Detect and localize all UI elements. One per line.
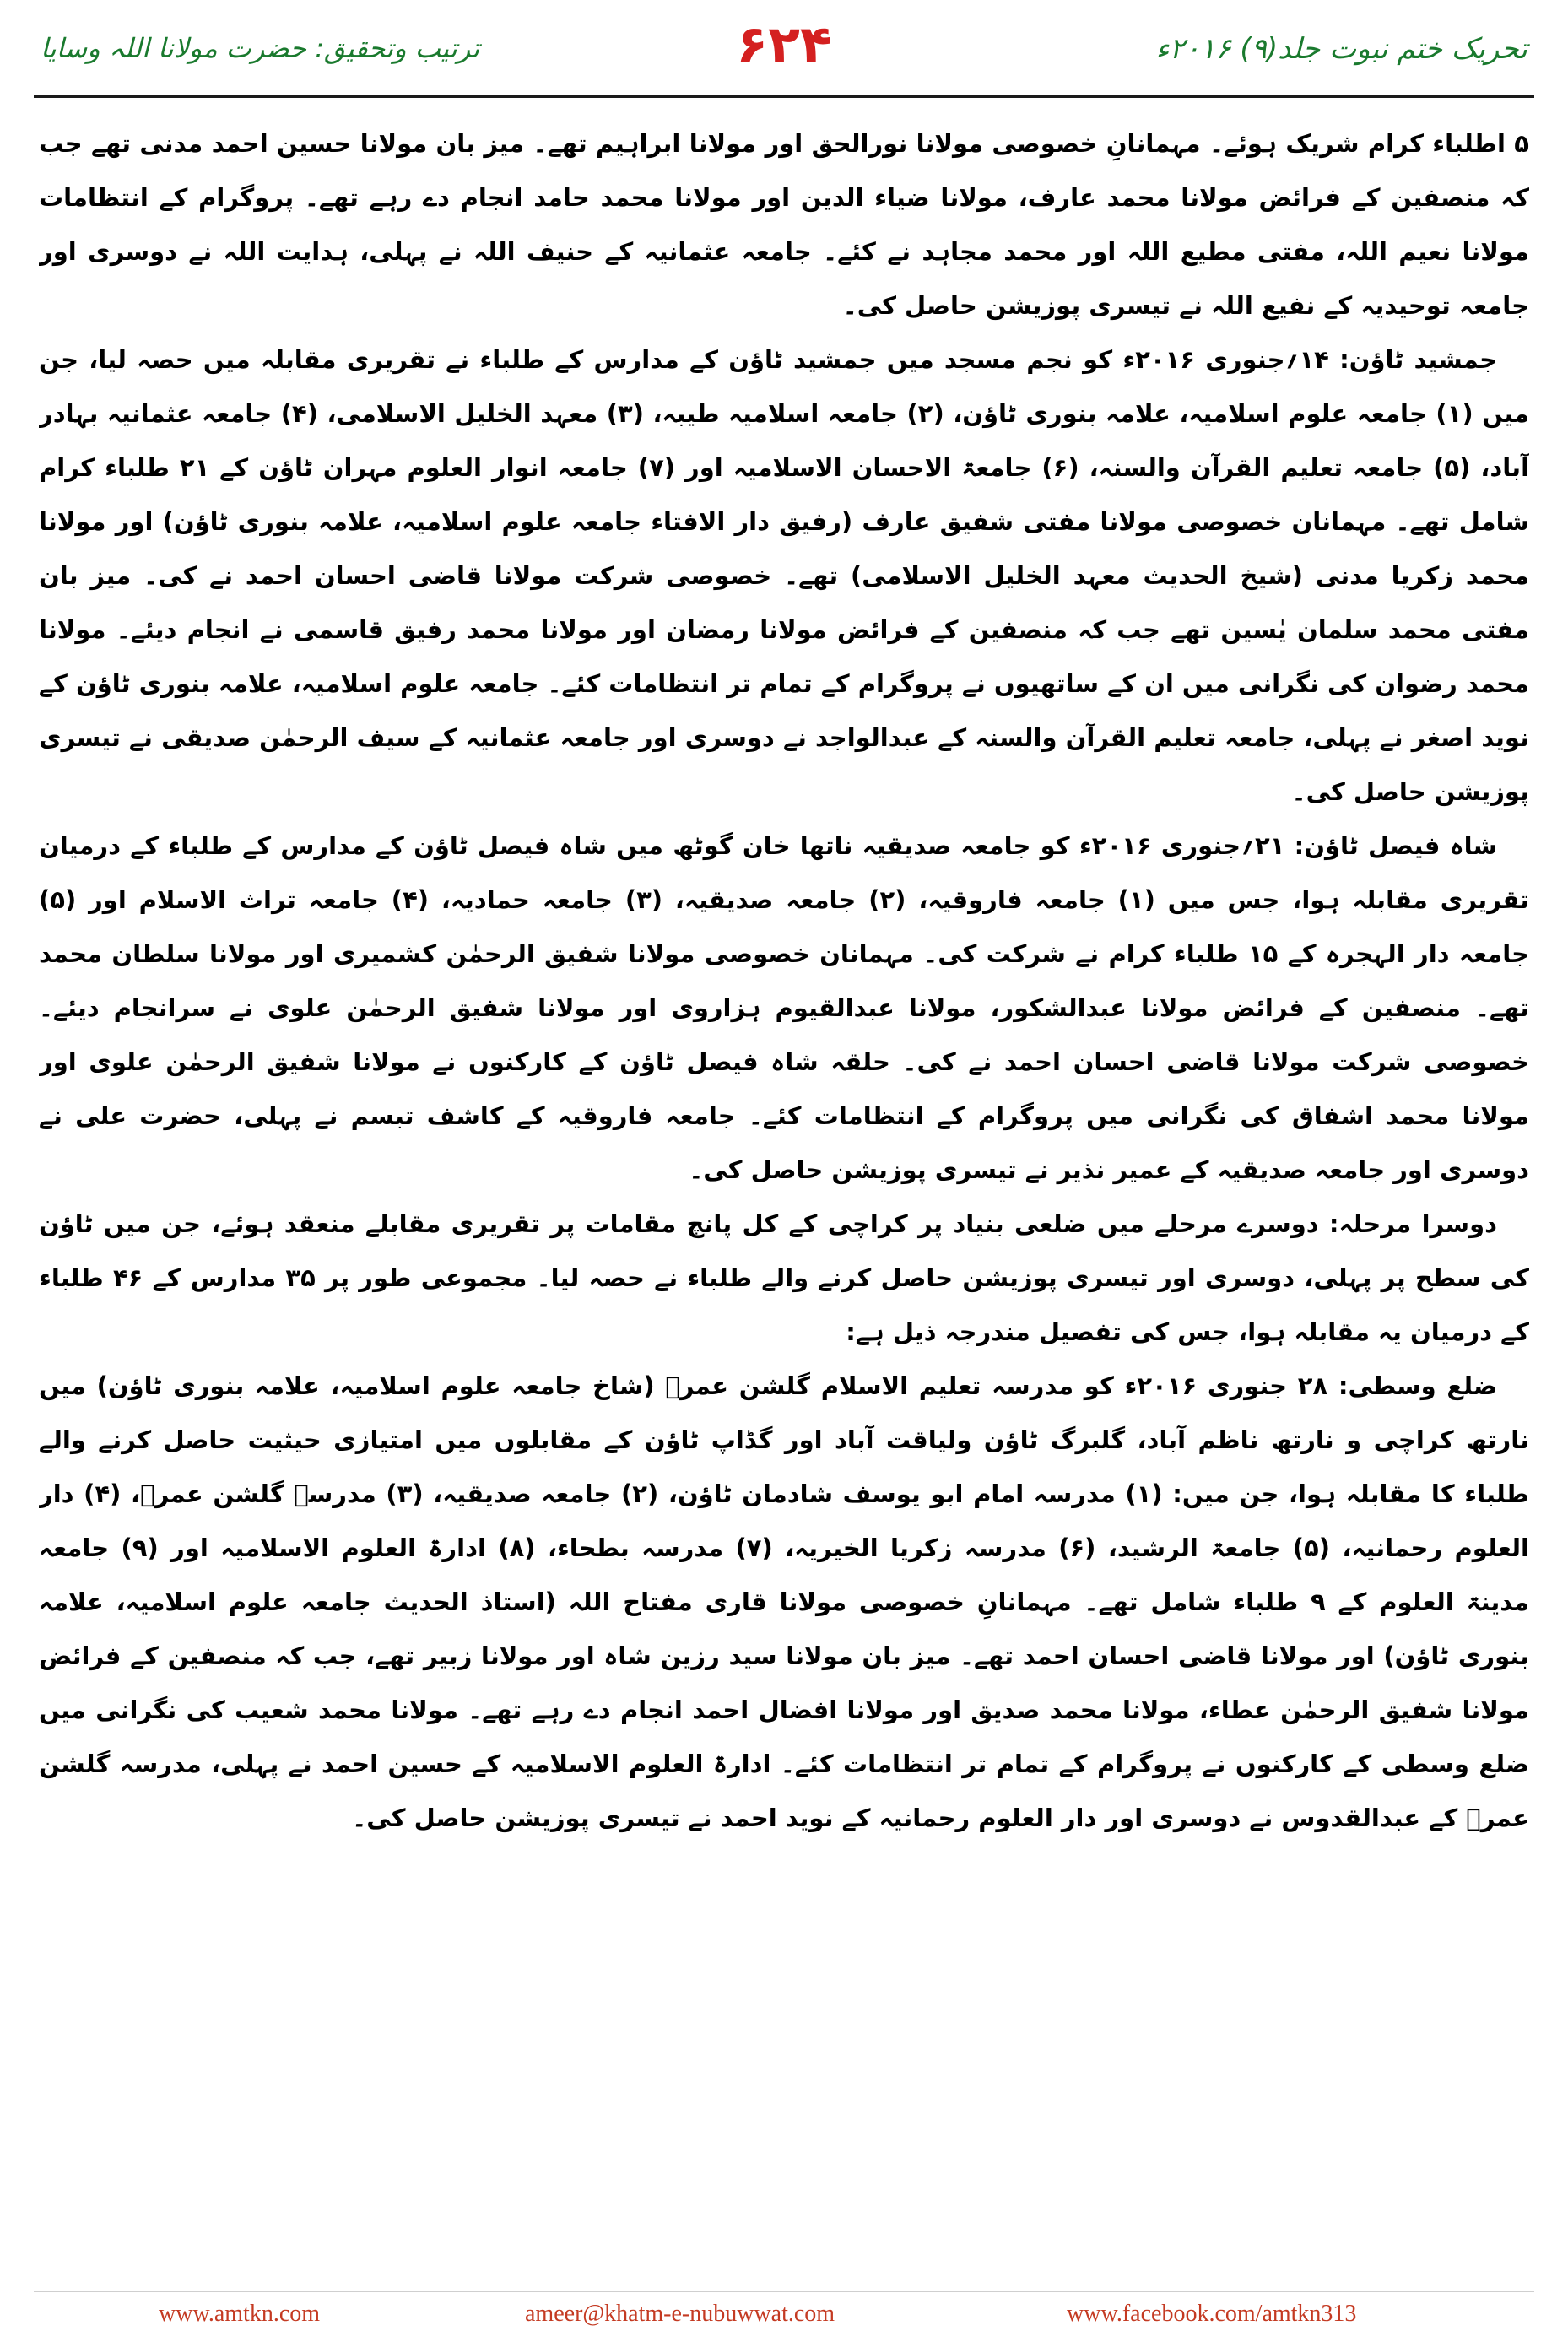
paragraph-district-central: ضلع وسطی: ۲۸ جنوری ۲۰۱۶ء کو مدرسہ تعلیم الاسلام گلشن عمرؓ (شاخ جامعہ علوم اسلامیہ، علامہ بنوری ٹاؤن) میں نارتھ کراچی و نارتھ ناظم آباد، گلبرگ ٹاؤن ولیاقت آباد اور گڈاپ ٹاؤن کے مقابلوں میں امتیازی حیثیت حاصل کرنے والے طلباء کا مقابلہ ہوا، جن میں: (۱) مدرسہ امام ابو یوسف شادمان ٹاؤن، (۲) جامعہ صدیقیہ، (۳) مدرسہ گلشن عمرؓ، (۴) دار العلوم رحمانیہ، (۵) جامعۃ الرشید، (۶) مدرسہ زکریا الخیریہ، (۷) مدرسہ بطحاء، (۸) ادارۃ العلوم الاسلامیہ اور (۹) جامعہ مدینۃ العلوم کے ۹ طلباء شامل تھے۔ مہمانانِ خصوصی مولانا قاری مفتاح اللہ (استاذ الحدیث جامعہ علوم اسلامیہ، علامہ بنوری ٹاؤن) اور مولانا قاضی احسان احمد تھے۔ میز بان مولانا سید رزین شاہ اور مولانا زبیر تھے، جب کہ منصفین کے فرائض مولانا شفیق الرحمٰن عطاء، مولانا محمد صدیق اور مولانا افضال احمد انجام دے رہے تھے۔ مولانا محمد شعیب کی نگرانی میں ضلع وسطی کے کارکنوں نے پروگرام کے تمام تر انتظامات کئے۔ ادارۃ العلوم الاسلامیہ کے حسین احمد نے پہلی، مدرسہ گلشن عمرؓ کے عبدالقدوس نے دوسری اور دار العلوم رحمانیہ کے نوید احمد نے تیسری پوزیشن حاصل کی۔ — [39, 1371, 1529, 1832]
header-divider — [34, 95, 1534, 98]
paragraph-second-stage: دوسرا مرحلہ: دوسرے مرحلے میں ضلعی بنیاد پر کراچی کے کل پانچ مقامات پر تقریری مقابلے منعقد ہوئے، جن میں ٹاؤن کی سطح پر پہلی، دوسری اور تیسری پوزیشن حاصل کرنے والے طلباء نے حصہ لیا۔ مجموعی طور پر ۳۵ مدارس کے ۴۶ طلباء کے درمیان یہ مقابلہ ہوا، جس کی تفصیل مندرجہ ذیل ہے: — [39, 1209, 1529, 1346]
book-title: تحریک ختم نبوت جلد(۹) ۲۰۱۶ء — [1155, 32, 1527, 66]
page-footer — [34, 2291, 1534, 2333]
page-number: ۶۲۴ — [736, 14, 832, 75]
paragraph-shah-faisal-town: شاہ فیصل ٹاؤن: ۲۱؍جنوری ۲۰۱۶ء کو جامعہ صدیقیہ ناتھا خان گوٹھ میں شاہ فیصل ٹاؤن کے مدارس کے طلباء کے درمیان تقریری مقابلہ ہوا، جس میں (۱) جامعہ فاروقیہ، (۲) جامعہ صدیقیہ، (۳) جامعہ حمادیہ، (۴) جامعہ تراث الاسلام اور (۵) جامعہ دار الہجرہ کے ۱۵ طلباء کرام نے شرکت کی۔ مہمانان خصوصی مولانا شفیق الرحمٰن کشمیری اور مولانا سلطان محمد تھے۔ منصفین کے فرائض مولانا عبدالشکور، مولانا عبدالقیوم ہزاروی اور مولانا شفیق الرحمٰن علوی نے سرانجام دیئے۔ خصوصی شرکت مولانا قاضی احسان احمد نے کی۔ حلقہ شاہ فیصل ٹاؤن کے کارکنوں نے مولانا شفیق الرحمٰن علوی اور مولانا محمد اشفاق کی نگرانی میں پروگرام کے انتظامات کئے۔ جامعہ فاروقیہ کے کاشف تبسم نے پہلی، حضرت علی نے دوسری اور جامعہ صدیقیہ کے عمیر نذیر نے تیسری پوزیشن حاصل کی۔ — [39, 831, 1529, 1184]
paragraph-jamshed-town: جمشید ٹاؤن: ۱۴؍جنوری ۲۰۱۶ء کو نجم مسجد میں جمشید ٹاؤن کے مدارس کے طلباء نے تقریری مقابلہ میں حصہ لیا، جن میں (۱) جامعہ علوم اسلامیہ، علامہ بنوری ٹاؤن، (۲) جامعہ اسلامیہ طیبہ، (۳) معہد الخلیل الاسلامی، (۴) جامعہ عثمانیہ بہادر آباد، (۵) جامعہ تعلیم القرآن والسنہ، (۶) جامعۃ الاحسان الاسلامیہ اور (۷) جامعہ انوار العلوم مہران ٹاؤن کے ۲۱ طلباء کرام شامل تھے۔ مہمانان خصوصی مولانا مفتی شفیق عارف (رفیق دار الافتاء جامعہ علوم اسلامیہ، علامہ بنوری ٹاؤن) اور مولانا محمد زکریا مدنی (شیخ الحدیث معہد الخلیل الاسلامی) تھے۔ خصوصی شرکت مولانا قاضی احسان احمد نے کی۔ میز بان مفتی محمد سلمان یٰسین تھے جب کہ منصفین کے فرائض مولانا رمضان اور مولانا محمد رفیق قاسمی نے انجام دیئے۔ مولانا محمد رضوان کی نگرانی میں ان کے ساتھیوں نے پروگرام کے تمام تر انتظامات کئے۔ جامعہ علوم اسلامیہ، علامہ بنوری ٹاؤن کے نوید اصغر نے پہلی، جامعہ تعلیم القرآن والسنہ کے عبدالواجد نے دوسری اور جامعہ عثمانیہ کے سیف الرحمٰن صدیقی نے تیسری پوزیشن حاصل کی۔ — [39, 345, 1529, 806]
page-header — [0, 0, 1568, 100]
page-body — [39, 116, 1529, 2290]
paragraph-intro: ۵ اطلباء کرام شریک ہوئے۔ مہمانانِ خصوصی مولانا نورالحق اور مولانا ابراہیم تھے۔ میز بان مولانا حسین احمد مدنی تھے جب کہ منصفین کے فرائض مولانا محمد عارف، مولانا ضیاء الدین اور مولانا محمد حامد انجام دے رہے تھے۔ پروگرام کے انتظامات مولانا نعیم اللہ، مفتی مطیع اللہ اور محمد مجاہد نے کئے۔ جامعہ عثمانیہ کے حنیف اللہ نے پہلی، ہدایت اللہ نے دوسری اور جامعہ توحیدیہ کے نفیع اللہ نے تیسری پوزیشن حاصل کی۔ — [39, 129, 1529, 320]
facebook-link[interactable]: www.facebook.com/amtkn313 — [1067, 2301, 1357, 2327]
website-link[interactable]: www.amtkn.com — [159, 2301, 321, 2327]
compiler-credit: ترتیب وتحقیق: حضرت مولانا اللہ وسایا — [41, 32, 480, 64]
email-link[interactable]: ameer@khatm-e-nubuwwat.com — [525, 2301, 835, 2327]
